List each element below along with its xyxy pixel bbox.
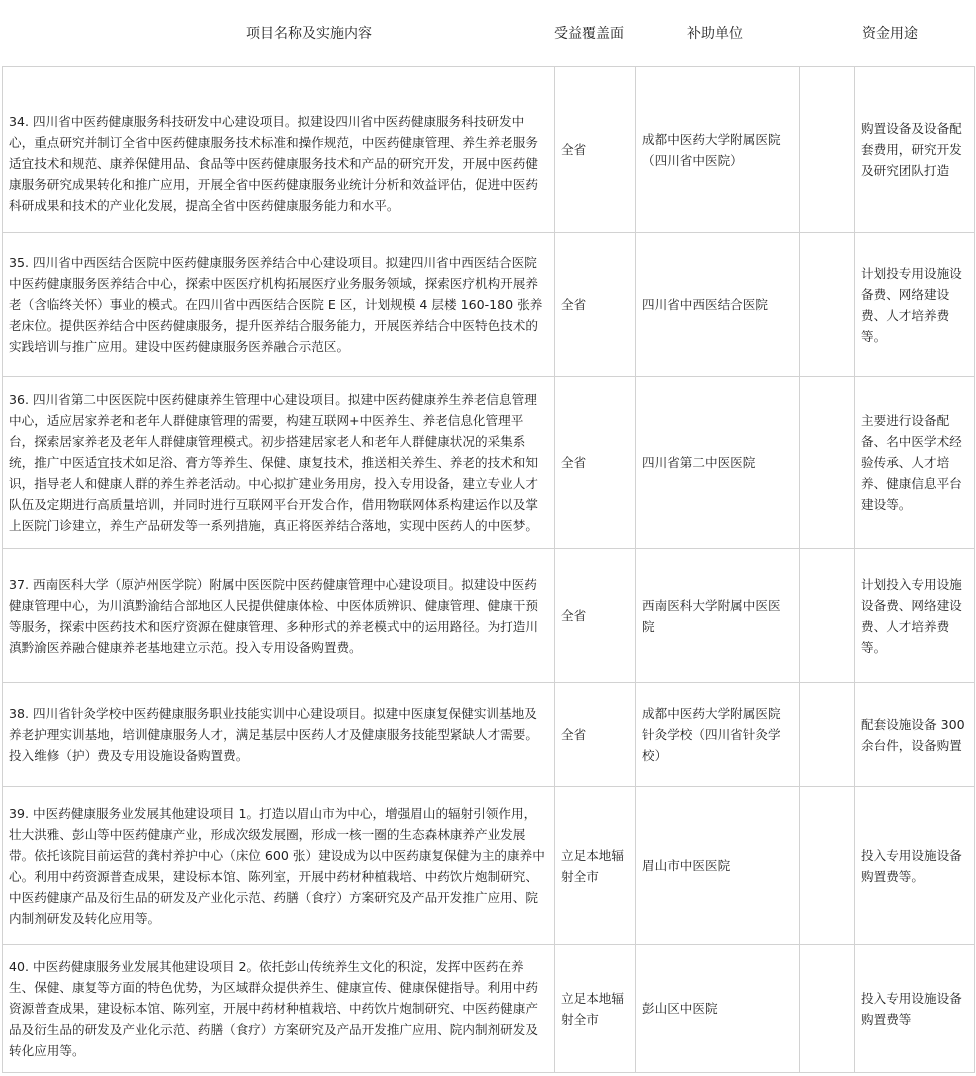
row-use: 配套设施设备 300 余台件，设备购置 bbox=[855, 683, 975, 787]
row-unit: 成都中医药大学附属医院针灸学校（四川省针灸学校） bbox=[636, 683, 800, 787]
table-row bbox=[3, 549, 975, 683]
project-table bbox=[2, 66, 975, 1073]
row-unit: 西南医科大学附属中医医院 bbox=[636, 549, 800, 683]
row-spacer bbox=[800, 945, 855, 1073]
table-row bbox=[3, 945, 975, 1073]
header-unit: 补助单位 bbox=[687, 26, 743, 42]
row-content: 38. 四川省针灸学校中医药健康服务职业技能实训中心建设项目。拟建中医康复保健实训基地及养老护理实训基地，培训健康服务人才，满足基层中医药人才及健康服务技能型紧缺人才需要。投入维修（护）费及专用设施设备购置费。 bbox=[3, 683, 555, 787]
table-row bbox=[3, 233, 975, 377]
header-content: 项目名称及实施内容 bbox=[246, 26, 372, 42]
row-coverage: 立足本地辐射全市 bbox=[555, 945, 636, 1073]
row-content: 34. 四川省中医药健康服务科技研发中心建设项目。拟建设四川省中医药健康服务科技研发中心，重点研究并制订全省中医药健康服务技术标准和操作规范，中医药健康管理、养生养老服务适宜技术和规范、康养保健用品、食品等中医药健康服务技术和产品的研究开发，开展中医药健康服务研究成果转化和推广应用，开展全省中医药健康服务业统计分析和效益评估，促进中医药科研成果和技术的产业化发展，提高全省中医药健康服务能力和水平。 bbox=[3, 67, 555, 233]
row-content: 40. 中医药健康服务业发展其他建设项目 2。依托彭山传统养生文化的积淀，发挥中医药在养生、保健、康复等方面的特色优势，为区域群众提供养生、健康宣传、健康保健指导。利用中药资源普查成果，建设标本馆、陈列室，开展中药材种植栽培、中药饮片炮制研究、中医药健康产品及衍生品的研发及产业化示范、药膳（食疗）方案研究及产品开发推广应用、院内制剂研发及转化应用等。 bbox=[3, 945, 555, 1073]
row-use: 购置设备及设备配套费用，研究开发及研究团队打造 bbox=[855, 67, 975, 233]
row-coverage: 全省 bbox=[555, 549, 636, 683]
row-content: 39. 中医药健康服务业发展其他建设项目 1。打造以眉山市为中心，增强眉山的辐射引领作用，壮大洪雅、彭山等中医药健康产业，形成次级发展圈，形成一核一圈的生态森林康养产业发展带。依托该院目前运营的龚村养护中心（床位 600 张）建设成为以中医药康复保健为主的康养中心。利用中药资源普查成果，建设标本馆、陈列室，开展中药材种植栽培、中药饮片炮制研究、中医药健康产品及衍生品的研发及产业化示范、药膳（食疗）方案研究及产品开发推广应用、院内制剂研发及转化应用等。 bbox=[3, 787, 555, 945]
row-spacer bbox=[800, 67, 855, 233]
row-spacer bbox=[800, 377, 855, 549]
header-coverage: 受益覆盖面 bbox=[554, 26, 624, 42]
row-use: 主要进行设备配备、名中医学术经验传承、人才培养、健康信息平台建设等。 bbox=[855, 377, 975, 549]
row-coverage: 全省 bbox=[555, 233, 636, 377]
table-row bbox=[3, 67, 975, 233]
table-row bbox=[3, 683, 975, 787]
table-row bbox=[3, 377, 975, 549]
row-spacer bbox=[800, 549, 855, 683]
header-use: 资金用途 bbox=[862, 26, 918, 42]
row-unit: 四川省中西医结合医院 bbox=[636, 233, 800, 377]
row-coverage: 全省 bbox=[555, 67, 636, 233]
row-spacer bbox=[800, 233, 855, 377]
row-content: 37. 西南医科大学（原泸州医学院）附属中医医院中医药健康管理中心建设项目。拟建设中医药健康管理中心，为川滇黔渝结合部地区人民提供健康体检、中医体质辨识、健康管理、健康干预等服务，探索中医药技术和医疗资源在健康管理、多种形式的养老模式中的运用路径。为打造川滇黔渝医养融合健康养老基地建立示范。投入专用设备购置费。 bbox=[3, 549, 555, 683]
row-unit: 眉山市中医医院 bbox=[636, 787, 800, 945]
row-content: 35. 四川省中西医结合医院中医药健康服务医养结合中心建设项目。拟建四川省中西医结合医院中医药健康服务医养结合中心，探索中医医疗机构拓展医疗业务服务领域，探索医疗机构开展养老（含临终关怀）事业的模式。在四川省中西医结合医院 E 区，计划规模 4 层楼 160-180 张养老床位。提供医养结合中医药健康服务，提升医养结合服务能力，开展医养结合中医特色技术的实践培训与推广应用。建设中医药健康服务医养融合示范区。 bbox=[3, 233, 555, 377]
row-unit: 彭山区中医院 bbox=[636, 945, 800, 1073]
table-row bbox=[3, 787, 975, 945]
row-use: 计划投入专用设施设备费、网络建设费、人才培养费等。 bbox=[855, 549, 975, 683]
row-use: 计划投专用设施设备费、网络建设费、人才培养费等。 bbox=[855, 233, 975, 377]
row-coverage: 立足本地辐射全市 bbox=[555, 787, 636, 945]
row-use: 投入专用设施设备购置费等。 bbox=[855, 787, 975, 945]
row-unit: 四川省第二中医医院 bbox=[636, 377, 800, 549]
row-spacer bbox=[800, 787, 855, 945]
row-use: 投入专用设施设备购置费等 bbox=[855, 945, 975, 1073]
table-header bbox=[0, 0, 976, 64]
row-unit: 成都中医药大学附属医院（四川省中医院） bbox=[636, 67, 800, 233]
row-coverage: 全省 bbox=[555, 377, 636, 549]
row-coverage: 全省 bbox=[555, 683, 636, 787]
row-content: 36. 四川省第二中医医院中医药健康养生管理中心建设项目。拟建中医药健康养生养老信息管理中心，适应居家养老和老年人群健康管理的需要，构建互联网+中医养生、养老信息化管理平台，探索居家养老及老年人群健康管理模式。初步搭建居家老人和老年人群健康状况的采集系统，推广中医适宜技术如足浴、膏方等养生、保健、康复技术，推送相关养生、养老的技术和知识，指导老人和健康人群的养生养老活动。中心拟扩建业务用房，投入专用设备，建立专业人才队伍及定期进行高质量培训，并同时进行互联网平台开发合作，借用物联网体系构建运作以及掌上医院门诊建立，养生产品研发等一系列措施，真正将医养结合落地，实现中医药人的中医梦。 bbox=[3, 377, 555, 549]
row-spacer bbox=[800, 683, 855, 787]
